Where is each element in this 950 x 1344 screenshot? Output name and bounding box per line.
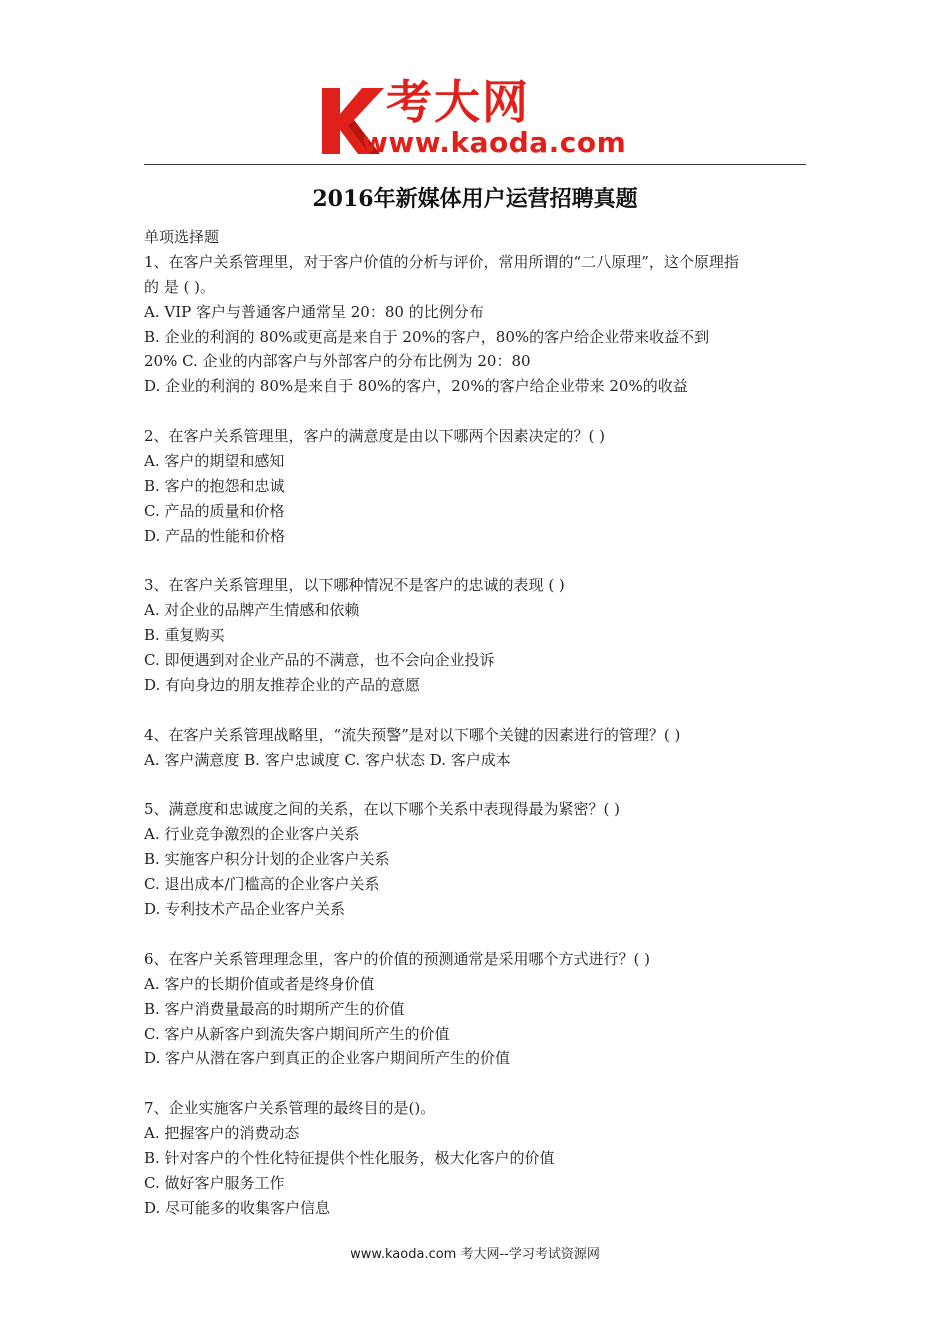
blank-line <box>144 922 814 947</box>
question-list <box>144 225 814 1221</box>
blank-line <box>144 1071 814 1096</box>
text-line: A. 把握客户的消费动态 <box>144 1124 300 1143</box>
text-line: D. 客户从潜在客户到真正的企业客户期间所产生的价值 <box>144 1049 511 1068</box>
text-line: C. 即便遇到对企业产品的不满意，也不会向企业投诉 <box>144 651 495 670</box>
text-line: D. 尽可能多的收集客户信息 <box>144 1198 331 1217</box>
text-line: 的 是 ( )。 <box>144 277 216 296</box>
text-line: B. 实施客户积分计划的企业客户关系 <box>144 850 390 869</box>
text-line: A. 行业竞争激烈的企业客户关系 <box>144 825 360 844</box>
text-line: B. 客户消费量最高的时期所产生的价值 <box>144 999 405 1018</box>
text-line: D. 有向身边的朋友推荐企业的产品的意愿 <box>144 676 421 695</box>
text-line: B. 企业的利润的 80%或更高是来自于 20%的客户，80%的客户给企业带来收益不到 <box>144 327 710 346</box>
blank-line <box>144 549 814 574</box>
document-title: 2016年新媒体用户运营招聘真题 <box>312 186 638 212</box>
logo-url: www.kaoda.com <box>362 126 627 159</box>
header-divider <box>144 164 806 165</box>
text-line: 1、在客户关系管理里，对于客户价值的分析与评价，常用所谓的“二八原理”，这个原理指 <box>144 252 739 271</box>
logo-brand-name: 考大网 <box>386 75 530 129</box>
text-line: 3、在客户关系管理里，以下哪种情况不是客户的忠诚的表现 ( ) <box>144 576 565 595</box>
text-line: C. 做好客户服务工作 <box>144 1173 285 1192</box>
text-line: B. 重复购买 <box>144 626 225 645</box>
text-line: A. 对企业的品牌产生情感和依赖 <box>144 601 360 620</box>
text-line: 20% C. 企业的内部客户与外部客户的分布比例为 20：80 <box>144 352 531 371</box>
text-line: D. 产品的性能和价格 <box>144 526 286 545</box>
page-footer: www.kaoda.com 考大网--学习考试资源网 <box>350 1247 600 1262</box>
text-line: C. 产品的质量和价格 <box>144 501 285 520</box>
text-line: 6、在客户关系管理理念里，客户的价值的预测通常是采用哪个方式进行？( ) <box>144 949 651 968</box>
text-line: B. 针对客户的个性化特征提供个性化服务，极大化客户的价值 <box>144 1148 555 1167</box>
blank-line <box>144 399 814 424</box>
text-line: B. 客户的抱怨和忠诚 <box>144 476 285 495</box>
text-line: A. 客户的长期价值或者是终身价值 <box>144 974 375 993</box>
blank-line <box>144 698 814 723</box>
text-line: C. 退出成本/门槛高的企业客户关系 <box>144 875 380 894</box>
text-line: A. 客户满意度 B. 客户忠诚度 C. 客户状态 D. 客户成本 <box>144 750 511 769</box>
text-line: 5、满意度和忠诚度之间的关系，在以下哪个关系中表现得最为紧密？( ) <box>144 800 621 819</box>
text-line: C. 客户从新客户到流失客户期间所产生的价值 <box>144 1024 450 1043</box>
text-line: 7、企业实施客户关系管理的最终目的是()。 <box>144 1099 436 1118</box>
text-line: 单项选择题 <box>144 228 220 246</box>
text-line: A. 客户的期望和感知 <box>144 452 285 471</box>
text-line: D. 专利技术产品企业客户关系 <box>144 900 346 919</box>
text-line: A. VIP 客户与普通客户通常呈 20：80 的比例分布 <box>144 302 484 321</box>
text-line: 4、在客户关系管理战略里，“流失预警”是对以下哪个关键的因素进行的管理？( ) <box>144 725 681 744</box>
site-logo <box>318 75 638 160</box>
blank-line <box>144 773 814 798</box>
text-line: D. 企业的利润的 80%是来自于 80%的客户，20%的客户给企业带来 20%的收益 <box>144 377 688 396</box>
text-line: 2、在客户关系管理里，客户的满意度是由以下哪两个因素决定的？( ) <box>144 427 606 446</box>
